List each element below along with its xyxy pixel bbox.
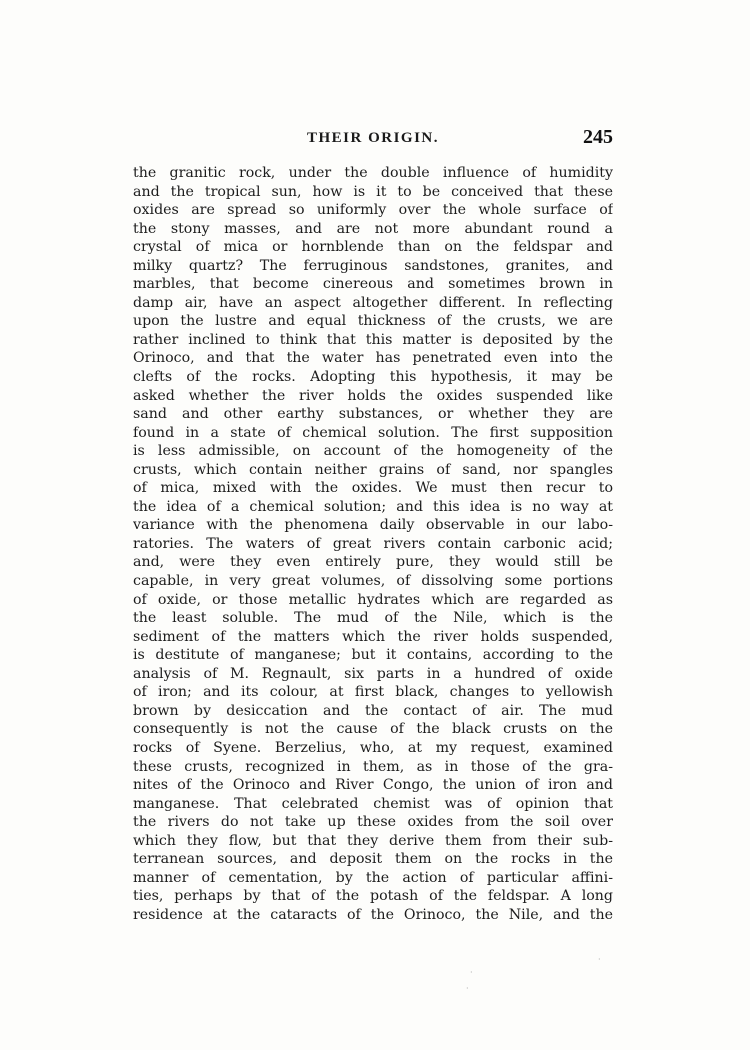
text-line: of oxide, or those metallic hydrates which are regarded as bbox=[133, 591, 613, 608]
text-line: manganese. That celebrated chemist was of opinion that bbox=[133, 795, 613, 812]
text-line: variance with the phenomena daily observable in our labo- bbox=[133, 517, 613, 534]
text-line: rocks of Syene. Berzelius, who, at my request, examined bbox=[133, 739, 613, 756]
text-line: oxides are spread so uniformly over the whole surface of bbox=[133, 202, 613, 219]
text-line: the rivers do not take up these oxides from the soil over bbox=[133, 814, 613, 831]
text-line: damp air, have an aspect altogether different. In reflecting bbox=[133, 294, 613, 311]
text-line: of mica, mixed with the oxides. We must then recur to bbox=[133, 480, 613, 497]
text-line: nites of the Orinoco and River Congo, the union of iron and bbox=[133, 777, 613, 794]
text-line: and the tropical sun, how is it to be conceived that these bbox=[133, 183, 613, 200]
paper-speck: · bbox=[598, 955, 601, 964]
text-line: asked whether the river holds the oxides suspended like bbox=[133, 387, 613, 404]
text-line: capable, in very great volumes, of dissolving some portions bbox=[133, 573, 613, 590]
text-line: the least soluble. The mud of the Nile, which is the bbox=[133, 610, 613, 627]
text-line: the stony masses, and are not more abundant round a bbox=[133, 220, 613, 237]
text-line: milky quartz? The ferruginous sandstones, granites, and bbox=[133, 257, 613, 274]
text-line: Orinoco, and that the water has penetrated even into the bbox=[133, 350, 613, 367]
text-line: crystal of mica or hornblende than on the feldspar and bbox=[133, 239, 613, 256]
text-line: is destitute of manganese; but it contains, according to the bbox=[133, 647, 613, 664]
running-title: THEIR ORIGIN. bbox=[306, 130, 440, 146]
text-line: clefts of the rocks. Adopting this hypothesis, it may be bbox=[133, 369, 613, 386]
text-line: and, were they even entirely pure, they would still be bbox=[133, 554, 613, 571]
text-line: sand and other earthy substances, or whether they are bbox=[133, 406, 613, 423]
text-line: manner of cementation, by the action of particular affini- bbox=[133, 869, 613, 886]
text-line: sediment of the matters which the river holds suspended, bbox=[133, 628, 613, 645]
text-line: the idea of a chemical solution; and this idea is no way at bbox=[133, 498, 613, 515]
text-line: terranean sources, and deposit them on the rocks in the bbox=[133, 851, 613, 868]
text-line: found in a state of chemical solution. The first supposition bbox=[133, 424, 613, 441]
text-line: is less admissible, on account of the homogeneity of the bbox=[133, 443, 613, 460]
text-line: ratories. The waters of great rivers contain carbonic acid; bbox=[133, 535, 613, 552]
text-line: ties, perhaps by that of the potash of the feldspar. A long bbox=[133, 888, 613, 905]
page-number: 245 bbox=[583, 126, 613, 148]
text-line: analysis of M. Regnault, six parts in a hundred of oxide bbox=[133, 665, 613, 682]
text-line: consequently is not the cause of the black crusts on the bbox=[133, 721, 613, 738]
paper-speck: · bbox=[466, 984, 469, 993]
text-line: of iron; and its colour, at first black, changes to yellowish bbox=[133, 684, 613, 701]
text-line: marbles, that become cinereous and sometimes brown in bbox=[133, 276, 613, 293]
text-line: crusts, which contain neither grains of sand, nor spangles bbox=[133, 461, 613, 478]
body-text bbox=[133, 164, 613, 924]
text-line: the granitic rock, under the double influence of humidity bbox=[133, 165, 613, 181]
running-head bbox=[133, 126, 613, 152]
paper-speck: · bbox=[470, 968, 473, 977]
text-line: brown by desiccation and the contact of air. The mud bbox=[133, 702, 613, 719]
text-line: residence at the cataracts of the Orinoco, the Nile, and the bbox=[133, 906, 613, 923]
text-line: which they flow, but that they derive them from their sub- bbox=[133, 832, 613, 849]
text-line: upon the lustre and equal thickness of the crusts, we are bbox=[133, 313, 613, 330]
text-line: these crusts, recognized in them, as in those of the gra- bbox=[133, 758, 613, 775]
text-line: rather inclined to think that this matter is deposited by the bbox=[133, 331, 613, 348]
